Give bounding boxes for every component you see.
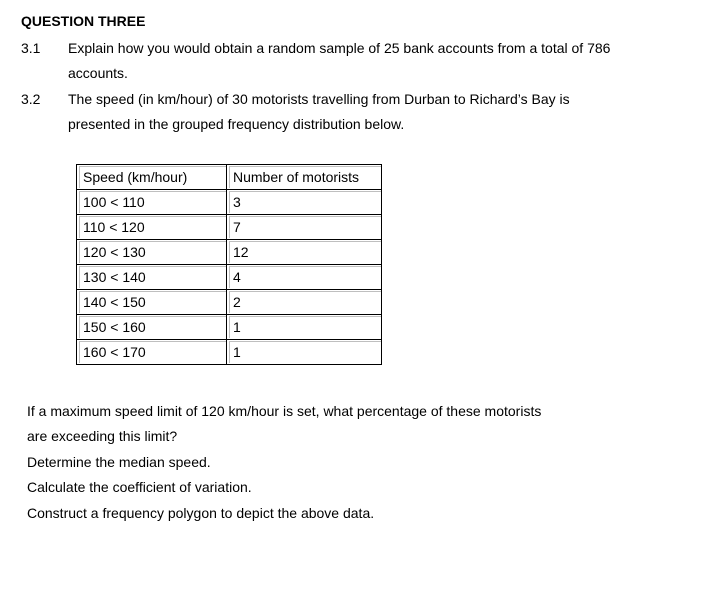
table-row: [77, 290, 382, 315]
question-number-3-1: 3.1: [21, 40, 41, 56]
count-cell: 4: [227, 265, 382, 290]
question-3-1-text-line-1: Explain how you would obtain a random sample of 25 bank accounts from a total of 786: [68, 40, 611, 56]
question-number-3-2: 3.2: [21, 91, 41, 107]
question-3-2-text-line-1: The speed (in km/hour) of 30 motorists travelling from Durban to Richard’s Bay is: [68, 91, 570, 107]
table-row: [77, 315, 382, 340]
table-header-row: [77, 165, 382, 190]
subquestion-coefficient-of-variation: Calculate the coefficient of variation.: [27, 479, 252, 495]
count-cell: 12: [227, 240, 382, 265]
count-cell: 2: [227, 290, 382, 315]
speed-cell: 130 < 140: [77, 265, 227, 290]
subquestion-frequency-polygon: Construct a frequency polygon to depict the above data.: [27, 505, 375, 521]
table-row: [77, 340, 382, 365]
speed-cell: 120 < 130: [77, 240, 227, 265]
speed-cell: 150 < 160: [77, 315, 227, 340]
table-row: [77, 240, 382, 265]
speed-cell: 110 < 120: [77, 215, 227, 240]
question-3-2-text-line-2: presented in the grouped frequency distribution below.: [68, 116, 405, 132]
frequency-table: [76, 164, 382, 365]
question-3-1-text-line-2: accounts.: [68, 65, 128, 81]
subquestion-percentage-line-2: are exceeding this limit?: [27, 428, 178, 444]
speed-cell: 140 < 150: [77, 290, 227, 315]
speed-cell: 100 < 110: [77, 190, 227, 215]
count-cell: 1: [227, 340, 382, 365]
table-header-speed: Speed (km/hour): [77, 165, 227, 190]
speed-cell: 160 < 170: [77, 340, 227, 365]
question-heading: QUESTION THREE: [21, 13, 146, 29]
table-row: [77, 190, 382, 215]
table-row: [77, 265, 382, 290]
count-cell: 7: [227, 215, 382, 240]
count-cell: 3: [227, 190, 382, 215]
table-row: [77, 215, 382, 240]
subquestion-percentage-line-1: If a maximum speed limit of 120 km/hour is set, what percentage of these motorists: [27, 403, 542, 419]
table-header-motorists: Number of motorists: [227, 165, 382, 190]
subquestion-median: Determine the median speed.: [27, 454, 211, 470]
count-cell: 1: [227, 315, 382, 340]
